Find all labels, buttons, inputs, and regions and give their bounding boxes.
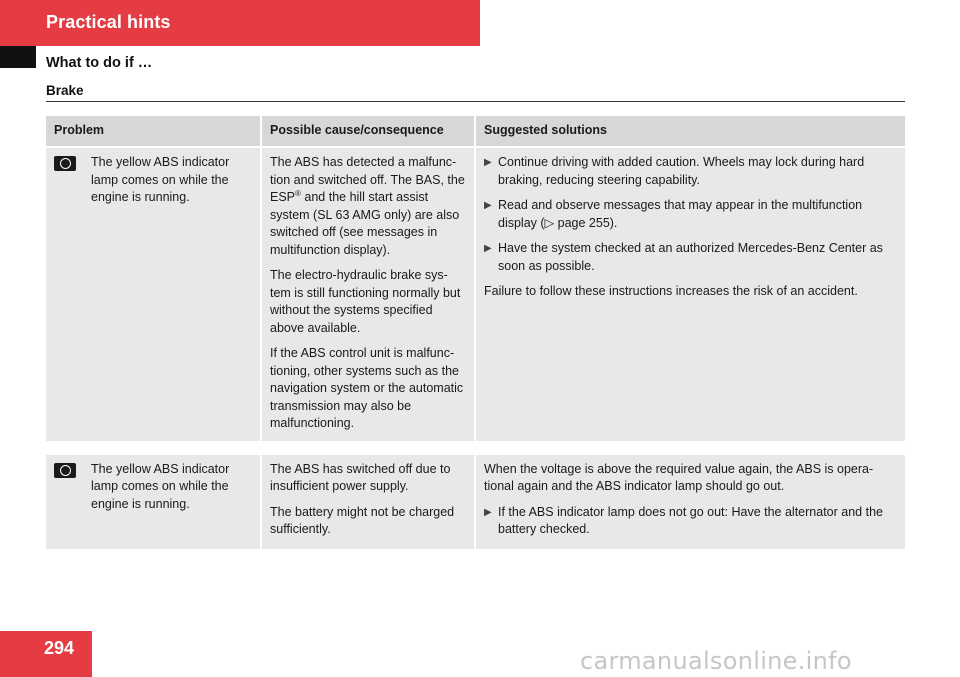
solutions-cell xyxy=(474,148,905,455)
table-header-row xyxy=(46,116,905,148)
bullet-arrow-icon: ▶ xyxy=(484,506,492,518)
problem-content xyxy=(54,461,253,514)
column-header-solutions: Suggested solutions xyxy=(474,116,905,148)
bullet-arrow-icon: ▶ xyxy=(484,157,492,168)
solution-warning-note: Failure to follow these instructions increases the risk of an accident. xyxy=(484,284,858,298)
cause-paragraph: The electro-hydraulic brake sys-tem is still functioning normally but without the systems specified above available. xyxy=(270,268,461,335)
solutions-cell xyxy=(474,455,905,549)
problem-cell xyxy=(46,455,260,549)
brake-troubleshooting-table xyxy=(46,116,905,549)
abs-warning-icon xyxy=(54,463,76,478)
cause-cell xyxy=(260,148,474,455)
problem-text: The yellow ABS indicator lamp comes on while the engine is running. xyxy=(91,461,230,511)
section-subheading: What to do if … xyxy=(46,55,153,71)
solution-item: ▶ Read and observe messages that may appear in the multifunction display (▷ page 255). xyxy=(484,197,898,232)
chapter-tab-marker xyxy=(0,46,36,68)
chapter-title: Practical hints xyxy=(46,12,171,32)
problem-content xyxy=(54,154,253,207)
column-header-cause: Possible cause/consequence xyxy=(260,116,474,148)
solution-item: ▶ Continue driving with added caution. Wheels may lock during hard braking, reducing steering capability. xyxy=(484,154,898,189)
solution-intro: When the voltage is above the required value again, the ABS is opera-tional again and the ABS indicator lamp should go out. xyxy=(484,461,874,493)
section-label: Brake xyxy=(46,83,84,98)
page-number: 294 xyxy=(44,638,75,658)
cause-paragraph: The battery might not be charged sufficiently. xyxy=(270,504,455,536)
cause-paragraph: If the ABS control unit is malfunc-tioning, other systems such as the navigation system or the automatic transmission may also be malfunctioning. xyxy=(270,346,464,430)
cause-cell xyxy=(260,455,474,549)
bullet-arrow-icon: ▶ xyxy=(484,243,492,254)
problem-text: The yellow ABS indicator lamp comes on while the engine is running. xyxy=(91,155,230,204)
abs-warning-icon xyxy=(54,156,76,171)
problem-cell xyxy=(46,148,260,455)
table-row xyxy=(46,148,905,455)
watermark: carmanualsonline.info xyxy=(580,647,852,675)
cause-paragraph: The ABS has switched off due to insufficient power supply. xyxy=(270,461,451,493)
table-row xyxy=(46,455,905,549)
cause-paragraph: The ABS has detected a malfunc-tion and switched off. The BAS, the ESP® and the hill start assist system (SL 63 AMG only) are also switched off (see messages in multifunction display). xyxy=(270,155,465,257)
column-header-problem: Problem xyxy=(46,116,260,148)
bullet-arrow-icon: ▶ xyxy=(484,200,492,211)
solution-item: ▶ Have the system checked at an authorized Mercedes-Benz Center as soon as possible. xyxy=(484,240,898,275)
solution-item: ▶ If the ABS indicator lamp does not go out: Have the alternator and the battery checked. xyxy=(484,504,898,539)
section-divider xyxy=(46,101,905,102)
